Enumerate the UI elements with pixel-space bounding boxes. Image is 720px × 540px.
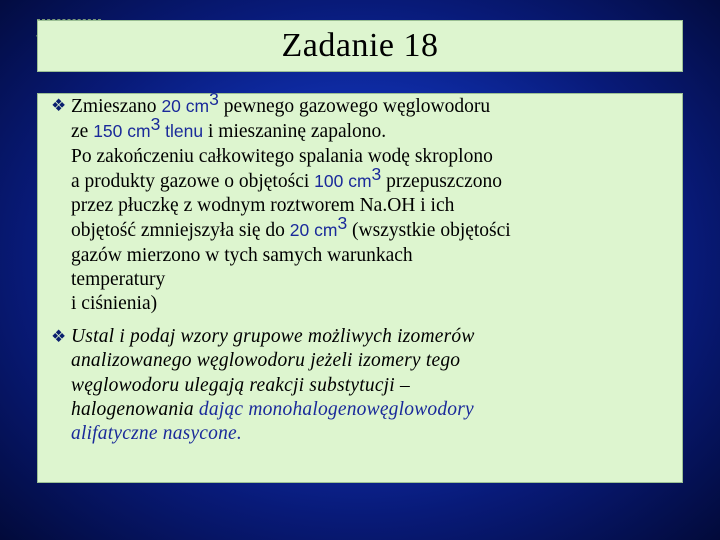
text-segment: halogenowania	[71, 398, 199, 420]
highlight-segment: tlenu	[160, 121, 204, 142]
bullet-task-question	[51, 325, 671, 446]
text-segment: Zmieszano	[71, 96, 162, 117]
highlight-segment: dając monohalogenowęglowodory	[198, 398, 474, 420]
slide-title: Zadanie 18	[281, 27, 439, 64]
content-panel	[37, 89, 683, 483]
superscript: 3	[209, 89, 219, 109]
superscript: 3	[371, 163, 382, 184]
text-line: węglowodoru ulegają reakcji substytucji –	[71, 374, 410, 396]
volume-value: 150 cm	[93, 121, 151, 142]
text-segment: (wszystkie objętości	[347, 220, 511, 242]
diamond-bullet-icon: ❖	[51, 96, 67, 115]
text-segment: a produkty gazowe o objętości	[71, 170, 315, 192]
text-segment: ze	[71, 121, 94, 143]
title-panel	[37, 20, 683, 72]
volume-value: 20 cm	[289, 220, 338, 241]
volume-value: 20 cm	[161, 96, 210, 116]
text-line: Ustal i podaj wzory grupowe możliwych izomerów	[71, 326, 475, 347]
text-line: i ciśnienia)	[71, 293, 158, 315]
text-line	[51, 114, 671, 144]
superscript: 3	[337, 213, 348, 234]
text-segment: przepuszczono	[381, 170, 502, 192]
text-line: gazów mierzono w tych samych warunkach	[71, 244, 413, 266]
text-segment: pewnego gazowego węglowodoru	[218, 96, 491, 117]
diamond-bullet-icon: ❖	[51, 327, 67, 346]
superscript: 3	[150, 114, 161, 135]
text-line	[51, 213, 671, 243]
bullet-task-description	[51, 89, 671, 317]
text-segment: objętość zmniejszyła się do	[71, 220, 290, 242]
text-line: temperatury	[71, 269, 166, 291]
text-line	[51, 163, 671, 194]
text-line: alifatyczne nasycone.	[71, 423, 242, 445]
text-line: przez płuczkę z wodnym roztworem Na.OH i ich	[71, 195, 455, 217]
volume-value: 100 cm	[314, 170, 372, 191]
text-line: analizowanego węglowodoru jeżeli izomery tego	[71, 350, 461, 372]
text-segment: i mieszaninę zapalono.	[203, 121, 387, 143]
text-line: Po zakończeniu całkowitego spalania wodę skroplono	[71, 145, 493, 167]
text-line	[51, 89, 671, 119]
text-line	[51, 398, 671, 422]
